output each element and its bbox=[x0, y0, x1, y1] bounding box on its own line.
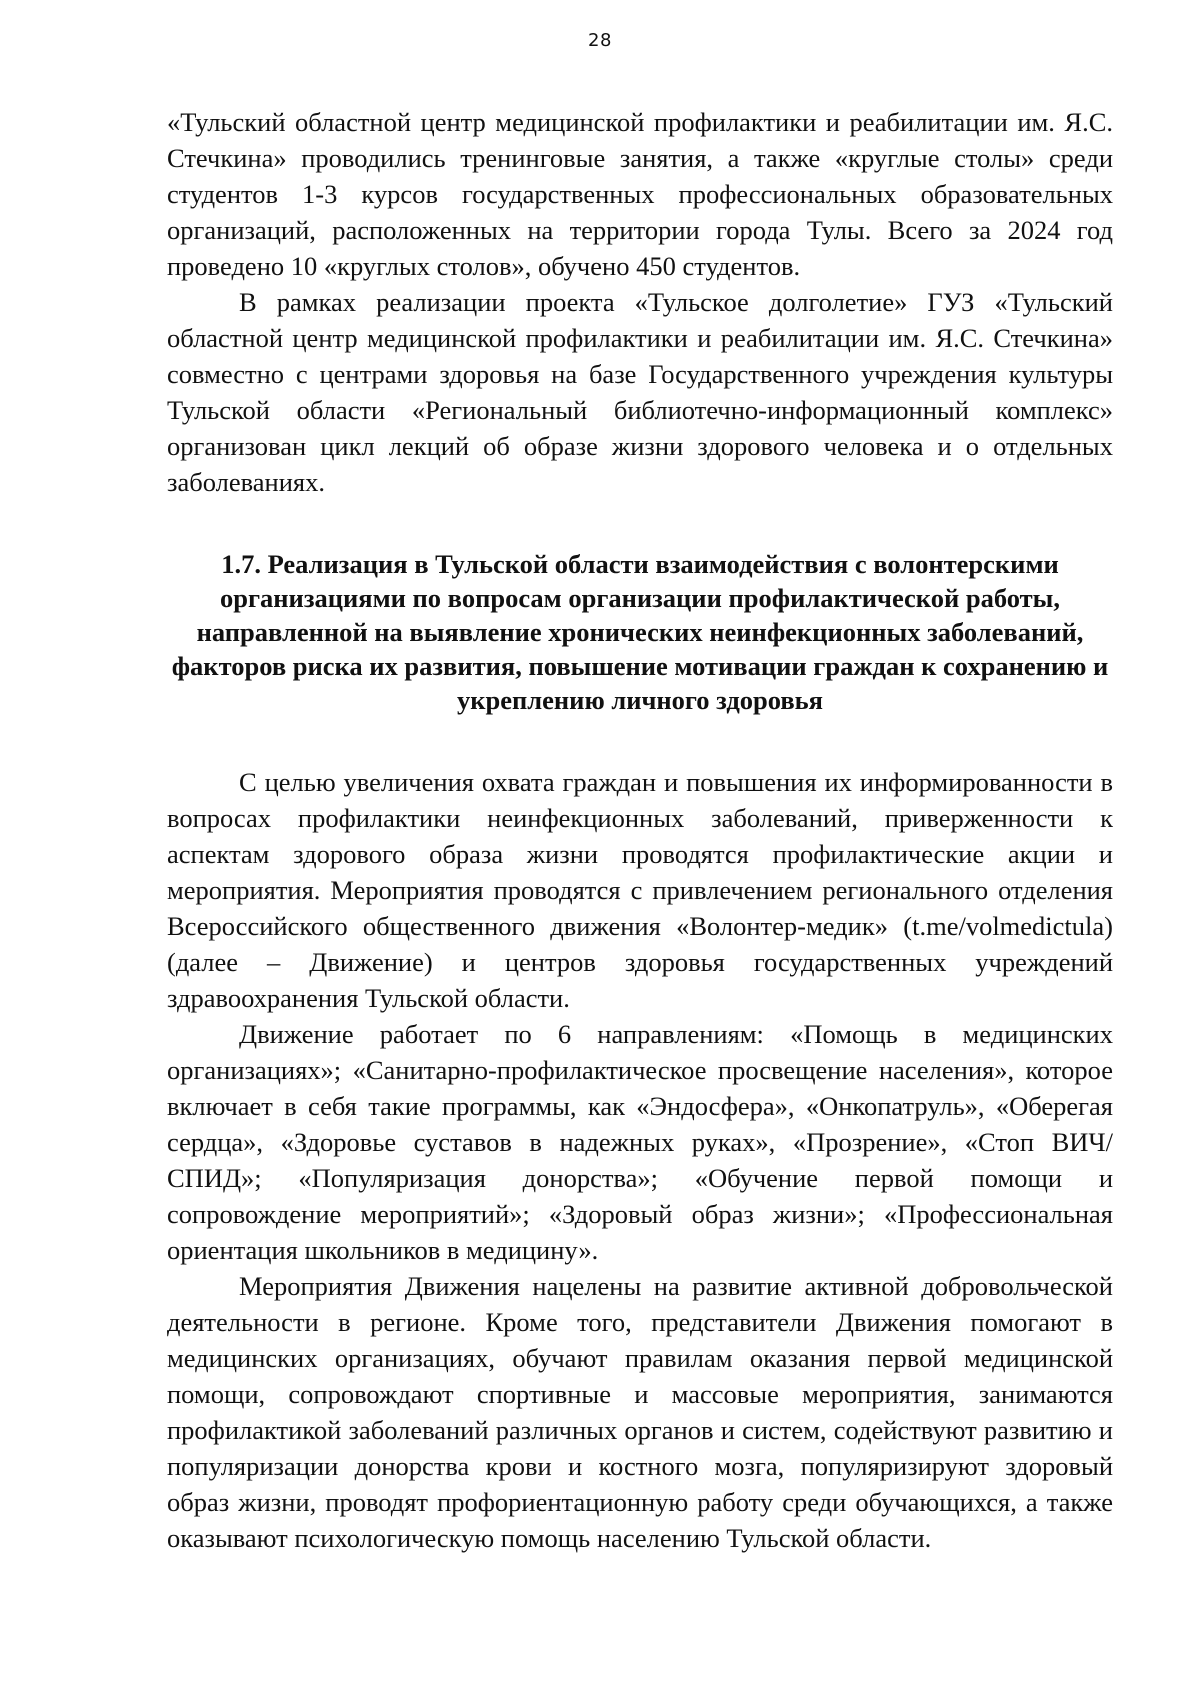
page-content bbox=[167, 104, 1113, 1556]
section-heading: 1.7. Реализация в Тульской области взаимодействия с волонтерскими организациями по вопросам организации профилактической работы, направленной на выявление хронических неинфекционных заболеваний, факторов риска их развития, повышение мотивации граждан к сохранению и укреплению личного здоровья bbox=[171, 549, 1109, 715]
paragraph-movement-directions: Движение работает по 6 направлениям: «Помощь в медицинских организациях»; «Санитарно-профилактическое просвещение населения», которое включает в себя такие программы, как «Эндосфера», «Онкопатруль», «Оберегая сердца», «Здоровье суставов в надежных руках», «Прозрение», «Стоп ВИЧ/СПИД»; «Популяризация донорства»; «Обучение первой помощи и сопровождение мероприятий»; «Здоровый образ жизни»; «Профессиональная ориентация школьников в медицину». bbox=[167, 1019, 1113, 1265]
paragraph-movement-activities: Мероприятия Движения нацелены на развитие активной добровольческой деятельности в регионе. Кроме того, представители Движения помогают в медицинских организациях, обучают правилам оказания первой медицинской помощи, сопровождают спортивные и массовые мероприятия, занимаются профилактикой заболеваний различных органов и систем, содействуют развитию и популяризации донорства крови и костного мозга, популяризируют здоровый образ жизни, проводят профориентационную работу среди обучающихся, а также оказывают психологическую помощь населению Тульской области. bbox=[167, 1271, 1113, 1553]
paragraph-continued: «Тульский областной центр медицинской профилактики и реабилитации им. Я.С. Стечкина» проводились тренинговые занятия, а также «круглые столы» среди студентов 1-3 курсов государственных профессиональных образовательных организаций, расположенных на территории города Тулы. Всего за 2024 год проведено 10 «круглых столов», обучено 450 студентов. bbox=[167, 107, 1113, 281]
page-number: 28 bbox=[588, 30, 612, 51]
paragraph-tula-longevity: В рамках реализации проекта «Тульское долголетие» ГУЗ «Тульский областной центр медицинской профилактики и реабилитации им. Я.С. Стечкина» совместно с центрами здоровья на базе Государственного учреждения культуры Тульской области «Региональный библиотечно-информационный комплекс» организован цикл лекций об образе жизни здорового человека и о отдельных заболеваниях. bbox=[167, 287, 1113, 497]
paragraph-awareness: С целью увеличения охвата граждан и повышения их информированности в вопросах профилактики неинфекционных заболеваний, приверженности к аспектам здорового образа жизни проводятся профилактические акции и мероприятия. Мероприятия проводятся с привлечением регионального отделения Всероссийского общественного движения «Волонтер-медик» (t.me/volmedictula) (далее – Движение) и центров здоровья государственных учреждений здравоохранения Тульской области. bbox=[167, 767, 1113, 1013]
